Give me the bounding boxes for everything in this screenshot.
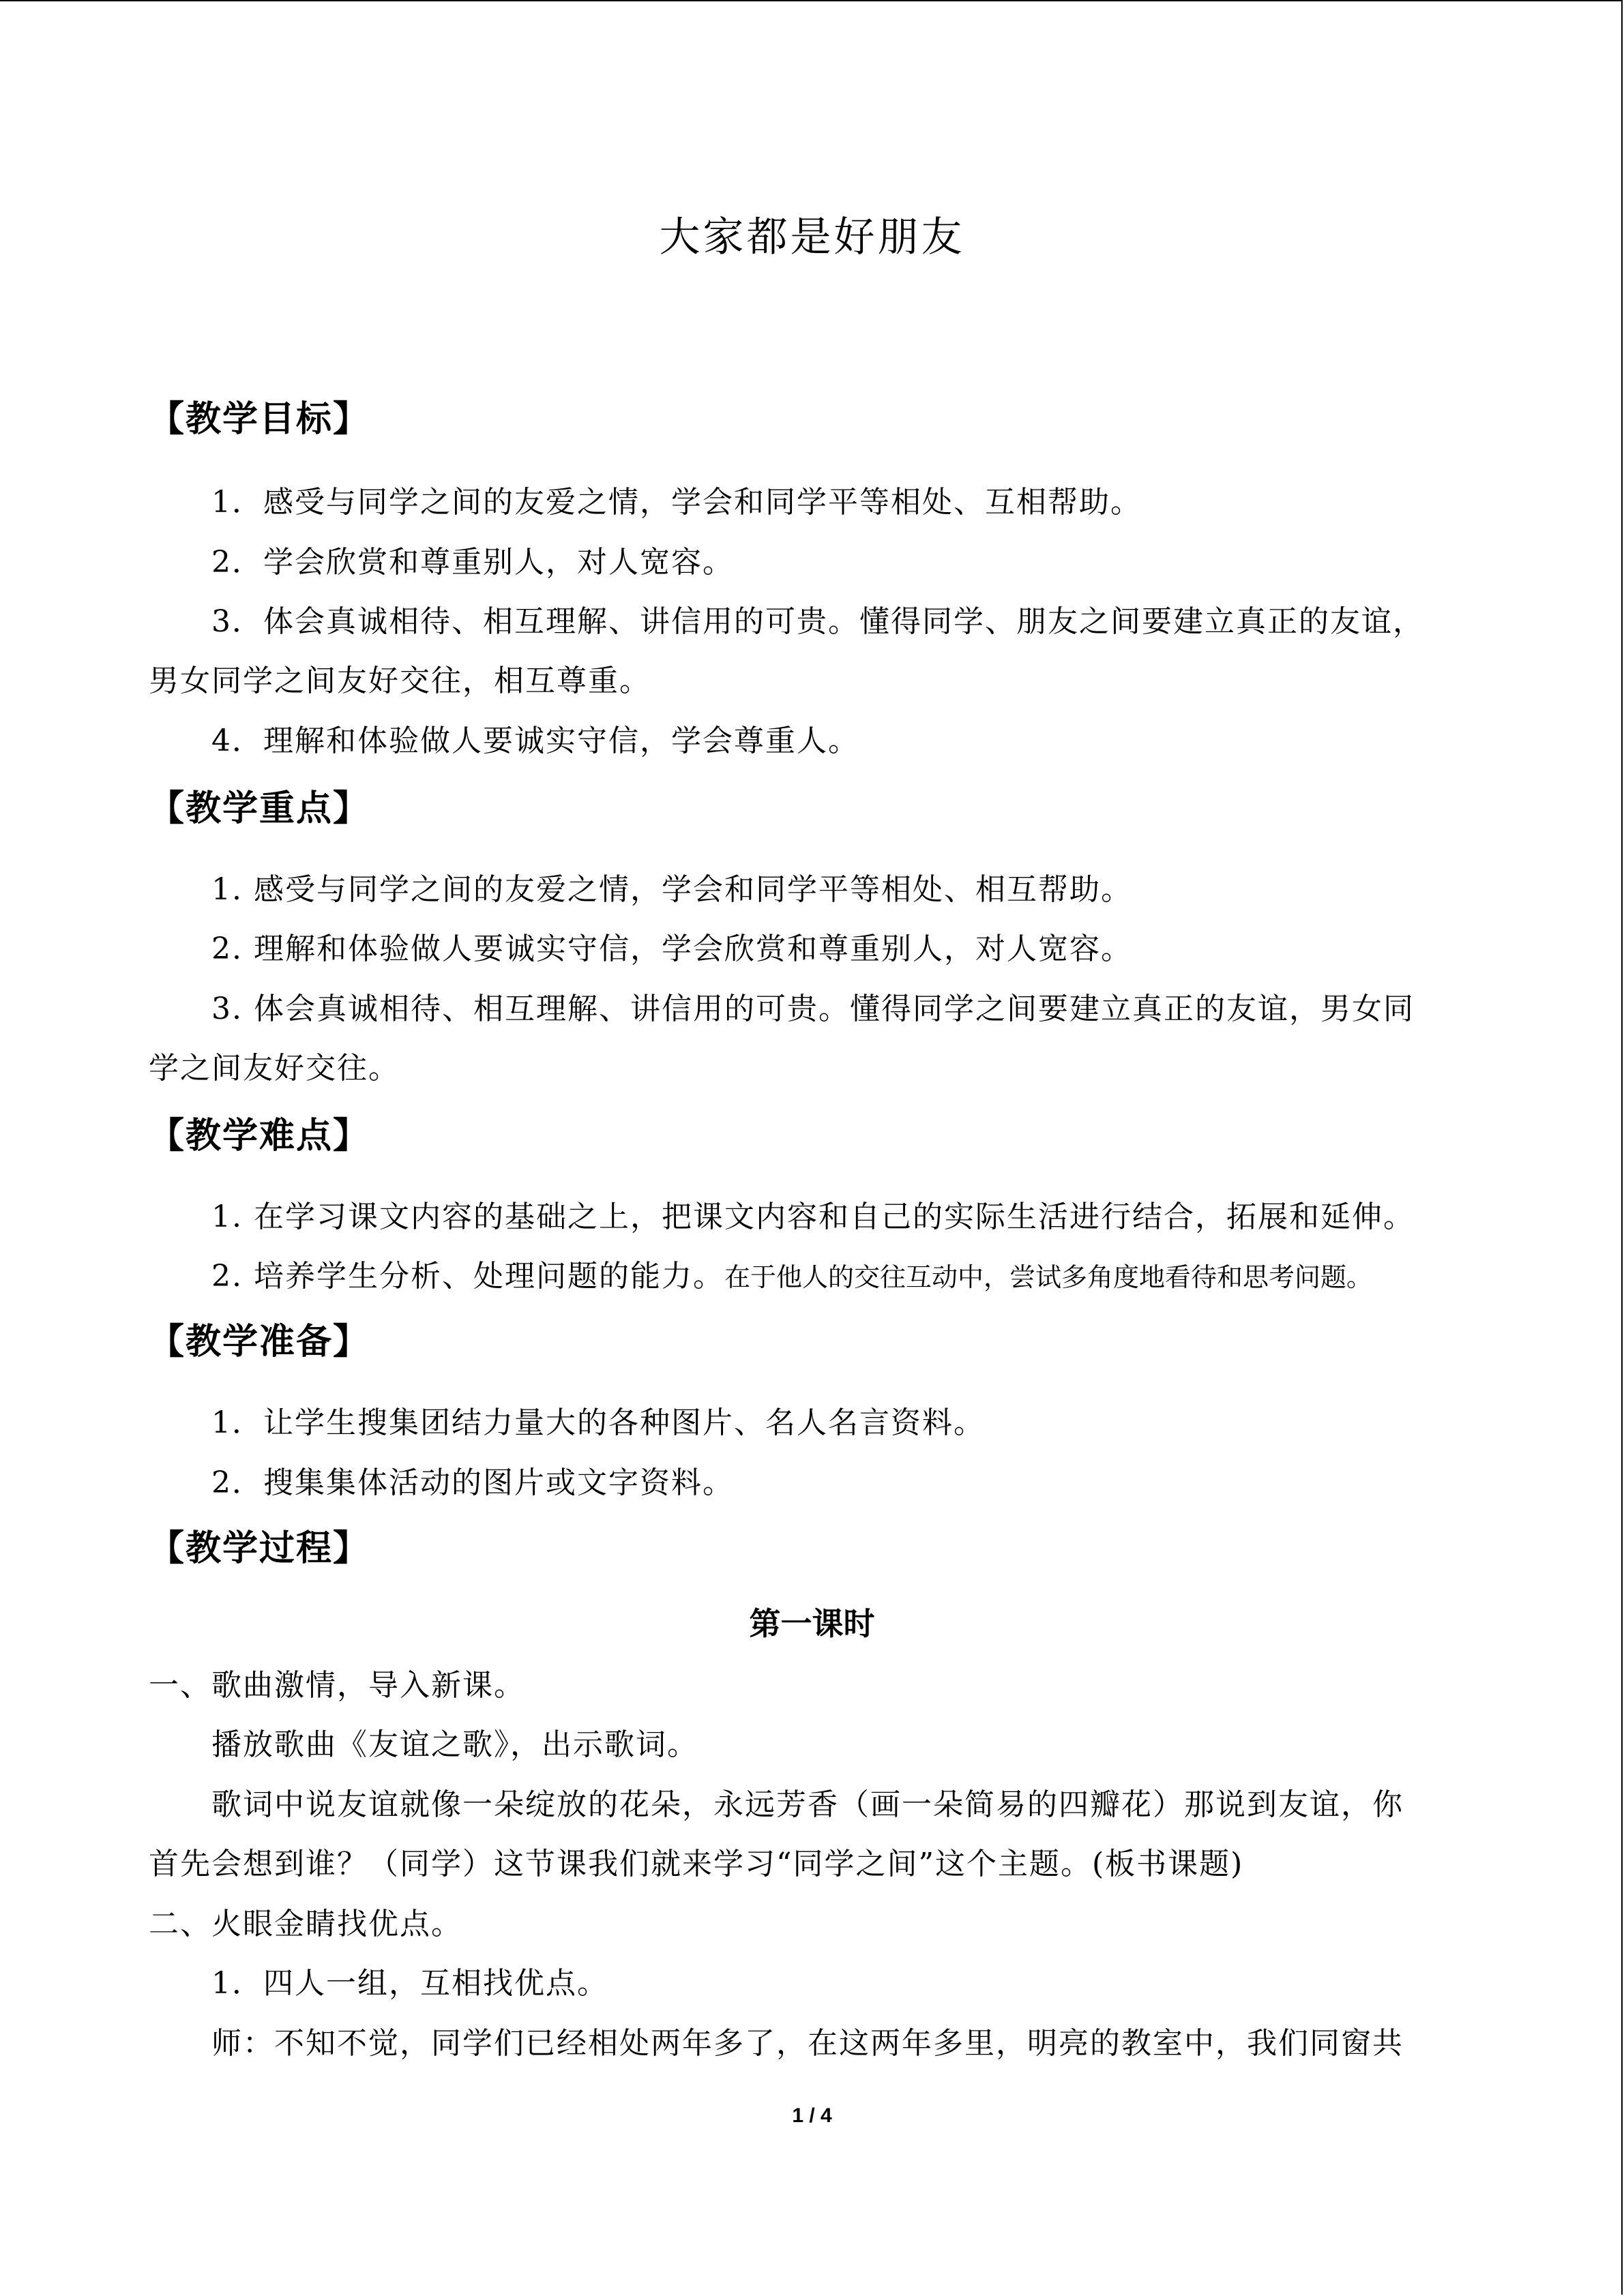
section-heading-goals: 【教学目标】 (149, 399, 370, 440)
goal-item-3: 3．体会真诚相待、相互理解、讲信用的可贵。懂得同学、朋友之间要建立真正的友谊， (211, 604, 1424, 639)
section-heading-difficulties: 【教学难点】 (149, 1116, 370, 1157)
page-number: 1 / 4 (792, 2104, 832, 2127)
preparation-item-1: 1．让学生搜集团结力量大的各种图片、名人名言资料。 (211, 1405, 985, 1440)
process-line-4: 首先会想到谁？（同学）这节课我们就来学习“同学之间”这个主题。(板书课题) (149, 1847, 1244, 1881)
process-line-1: 一、歌曲激情，导入新课。 (149, 1668, 525, 1703)
key-point-item-1: 1. 感受与同学之间的友爱之情，学会和同学平等相处、相互帮助。 (211, 872, 1132, 907)
key-point-item-2: 2. 理解和体验做人要诚实守信，学会欣赏和尊重别人，对人宽容。 (211, 931, 1132, 966)
difficulty-item-2-tail: 在于他人的交往互动中，尝试多角度地看待和思考问题。 (724, 1262, 1372, 1292)
process-line-5: 二、火眼金睛找优点。 (149, 1907, 462, 1941)
key-point-item-3: 3. 体会真诚相待、相互理解、讲信用的可贵。懂得同学之间要建立真正的友谊，男女同 (211, 992, 1415, 1026)
key-point-item-3-cont: 学之间友好交往。 (149, 1051, 400, 1086)
section-heading-process: 【教学过程】 (149, 1528, 370, 1569)
section-heading-preparation: 【教学准备】 (149, 1322, 370, 1362)
process-line-6: 1．四人一组，互相找优点。 (211, 1966, 608, 2001)
process-line-7: 师：不知不觉，同学们已经相处两年多了，在这两年多里，明亮的教室中，我们同窗共 (211, 2026, 1404, 2061)
difficulty-item-2 (211, 1251, 1372, 1295)
preparation-item-2: 2．搜集集体活动的图片或文字资料。 (211, 1465, 734, 1500)
difficulty-item-2-main: 2. 培养学生分析、处理问题的能力。 (211, 1259, 724, 1294)
lesson-title: 第一课时 (749, 1605, 875, 1642)
process-line-2: 播放歌曲《友谊之歌》，出示歌词。 (211, 1727, 698, 1762)
process-line-3: 歌词中说友谊就像一朵绽放的花朵，永远芳香（画一朵简易的四瓣花）那说到友谊，你 (211, 1787, 1404, 1822)
goal-item-1: 1．感受与同学之间的友爱之情，学会和同学平等相处、互相帮助。 (211, 485, 1142, 520)
goal-item-4: 4．理解和体验做人要诚实守信，学会尊重人。 (211, 724, 859, 758)
goal-item-2: 2．学会欣赏和尊重别人，对人宽容。 (211, 545, 734, 580)
document-title: 大家都是好朋友 (659, 213, 965, 261)
section-heading-key-points: 【教学重点】 (149, 788, 370, 829)
goal-item-3-cont: 男女同学之间友好交往，相互尊重。 (149, 664, 651, 698)
difficulty-item-1: 1. 在学习课文内容的基础之上，把课文内容和自己的实际生活进行结合，拓展和延伸。 (211, 1199, 1415, 1234)
